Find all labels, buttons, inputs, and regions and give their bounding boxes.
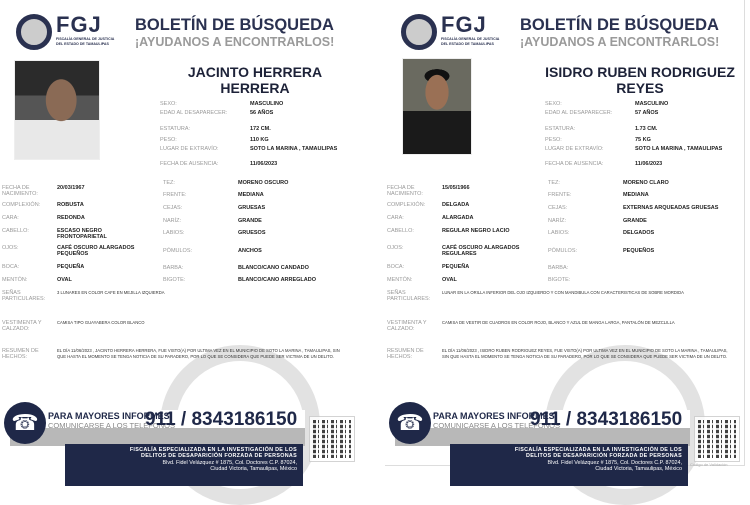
phone-icon: ☎ — [389, 402, 431, 444]
field-value: 20/03/1967 — [57, 185, 85, 191]
field-label: CEJAS: — [548, 205, 568, 211]
field-value: EL DÍA 11/06/2023 , JACINTO HERRERA HERRERA, FUE VISTO(A) POR ULTIMA VEZ EN EL MUNICIPIO DE SOTO LA MARINA , TAMAULIPAS, SIN QUE HASTA EL MOMENTO SE TENGA NOTICIA DE SU PARADERO, POR LO QUE SE CONSIDERA QUE PUEDE SER VICTIMA DE UN DELITO. — [57, 348, 340, 359]
field-value: GRANDE — [238, 218, 262, 224]
field-label: CARA: — [387, 215, 404, 221]
bulletin-title: BOLETÍN DE BÚSQUEDA — [520, 16, 719, 34]
search-bulletin — [0, 0, 360, 486]
field-value: PEQUEÑOS — [623, 248, 655, 254]
person-name-line1: JACINTO HERRERA — [187, 64, 323, 80]
field-label: FRENTE: — [548, 192, 572, 198]
field-label: OJOS: — [2, 245, 19, 251]
field-label: EDAD AL DESAPARECER: — [160, 110, 228, 116]
field-value: 1.73 CM. — [635, 126, 658, 132]
address2: Ciudad Victoria, Tamaulipas, México — [210, 466, 297, 473]
field-value: GRUESAS — [238, 205, 266, 211]
field-value: 11/06/2023 — [635, 161, 663, 167]
field-label: FECHA DE NACIMIENTO: — [2, 185, 38, 197]
field-value: OVAL — [57, 277, 72, 283]
field-label: RESUMEN DE HECHOS: — [387, 348, 424, 360]
field-value: GRUESOS — [238, 230, 266, 236]
field-label: FECHA DE AUSENCIA: — [160, 161, 219, 167]
fgj-logo-icon — [401, 14, 437, 50]
person-photo — [402, 58, 472, 155]
logo-text: FGJ — [441, 12, 487, 37]
logo-subtext: FISCALÍA GENERAL DE JUSTICIA DEL ESTADO DE TAMAULIPAS — [56, 37, 115, 46]
office-line1: FISCALÍA ESPECIALIZADA EN LA INVESTIGACIÓN DE LOS — [514, 447, 682, 453]
field-value: PEQUEÑA — [442, 264, 470, 270]
office-box — [450, 444, 688, 486]
field-label: MENTÓN: — [387, 277, 413, 283]
field-label: CABELLO: — [387, 228, 414, 234]
field-label: TEZ: — [548, 180, 560, 186]
field-label: RESUMEN DE HECHOS: — [2, 348, 39, 360]
field-value: EXTERNAS ARQUEADAS GRUESAS — [623, 205, 719, 211]
address2: Ciudad Victoria, Tamaulipas, México — [595, 466, 682, 473]
office-box — [65, 444, 303, 486]
person-name-line2: REYES — [616, 80, 664, 96]
address1: Blvd. Fidel Velázquez # 1875, Col. Doctores C.P. 87024, — [162, 459, 297, 466]
bulletin-subtitle: ¡AYUDANOS A ENCONTRARLOS! — [520, 35, 720, 49]
field-value: BLANCO/CANO CANDADO — [238, 265, 309, 271]
field-label: FRENTE: — [163, 192, 187, 198]
field-label: PÓMULOS: — [548, 248, 578, 254]
field-value: LUNAR EN LA ORILLA INFERIOR DEL OJO IZQUIERDO Y CON MANDIBULA CON CARACTERISTICAS DE SOBRE MORDIDA — [442, 290, 684, 295]
field-label: SEÑAS PARTICULARES: — [387, 290, 431, 302]
person-photo — [14, 60, 100, 160]
field-value: MORENO CLARO — [623, 180, 669, 186]
field-label: LUGAR DE EXTRAVÍO: — [545, 146, 604, 152]
field-value: PEQUEÑA — [57, 264, 85, 270]
field-label: BIGOTE: — [548, 277, 571, 283]
field-value: REGULAR NEGRO LACIO — [442, 228, 510, 234]
logo-subtext: FISCALÍA GENERAL DE JUSTICIA DEL ESTADO DE TAMAULIPAS — [441, 37, 500, 46]
field-value: 172 CM. — [250, 126, 271, 132]
field-label: VESTIMENTA Y CALZADO: — [387, 320, 427, 332]
qr-code-icon — [695, 417, 739, 461]
field-label: LABIOS: — [548, 230, 570, 236]
field-label: NARÍZ: — [163, 218, 182, 224]
field-label: BOCA: — [2, 264, 20, 270]
field-label: BIGOTE: — [163, 277, 186, 283]
field-label: NARÍZ: — [548, 218, 567, 224]
field-value: 110 KG — [250, 137, 269, 143]
field-label: SEXO: — [545, 101, 562, 107]
field-label: BARBA: — [548, 265, 569, 271]
field-value: ANCHOS — [238, 248, 262, 254]
bulletin-subtitle: ¡AYUDANOS A ENCONTRARLOS! — [135, 35, 335, 49]
field-label: SEXO: — [160, 101, 177, 107]
field-label: TEZ: — [163, 180, 175, 186]
person-name-line2: HERRERA — [220, 80, 290, 96]
address1: Blvd. Fidel Velázquez # 1875, Col. Doctores C.P. 87024, — [547, 459, 682, 466]
person-name-line1: ISIDRO RUBEN RODRIGUEZ — [545, 64, 735, 80]
phone-number: 911 / 8343186150 — [530, 409, 683, 430]
field-label: CEJAS: — [163, 205, 183, 211]
field-value: 3 LUNARES EN COLOR CAFE EN MEJILLA IZQUIERDA — [57, 290, 165, 295]
phone-icon: ☎ — [4, 402, 46, 444]
field-value: 56 AÑOS — [250, 110, 274, 116]
field-value: CAFÉ OSCURO ALARGADOS PEQUEÑOS — [57, 245, 135, 257]
field-label: VESTIMENTA Y CALZADO: — [2, 320, 42, 332]
field-value: SOTO LA MARINA , TAMAULIPAS — [250, 146, 338, 152]
field-value: 75 KG — [635, 137, 651, 143]
field-value: 15/05/1966 — [442, 185, 470, 191]
field-value: EL DÍA 11/06/2023 , ISIDRO RUBEN RODRIGUEZ REYES, FUE VISTO(A) POR ULTIMA VEZ EN EL MUNICIPIO DE SOTO LA MARINA , TAMAULIPAS, SIN QUE HASTA EL MOMENTO SE TENGA NOTICIA DE SU PARADERO, POR LO QUE SE CONSIDERA QUE PUEDE SER VICTIMA DE UN DELITO. — [442, 348, 728, 359]
qr-caption: Código de Validación — [690, 462, 728, 467]
info-line1: PARA MAYORES INFORMES, — [48, 411, 173, 421]
field-label: PESO: — [160, 137, 177, 143]
field-label: CABELLO: — [2, 228, 29, 234]
office-line2: DELITOS DE DESAPARICIÓN FORZADA DE PERSONAS — [526, 453, 682, 460]
field-value: REDONDA — [57, 215, 85, 221]
field-value: OVAL — [442, 277, 457, 283]
field-value: CAMISA DE VESTIR DE CUADROS EN COLOR ROJO, BLANCO Y AZUL DE MANGA LARGA, PANTALÓN DE MEZCLILLA — [442, 320, 675, 325]
field-value: SOTO LA MARINA , TAMAULIPAS — [635, 146, 723, 152]
field-label: CARA: — [2, 215, 19, 221]
qr-code-icon — [310, 417, 354, 461]
field-value: MASCULINO — [250, 101, 284, 107]
field-label: SEÑAS PARTICULARES: — [2, 290, 46, 302]
field-value: ALARGADA — [442, 215, 474, 221]
field-label: BOCA: — [387, 264, 405, 270]
field-value: ESCASO NEGRO FRONTOPARIETAL — [57, 228, 107, 240]
field-value: DELGADA — [442, 202, 470, 208]
field-value: BLANCO/CANO ARREGLADO — [238, 277, 317, 283]
info-line1: PARA MAYORES INFORMES, — [433, 411, 558, 421]
phone-number: 911 / 8343186150 — [145, 409, 298, 430]
field-value: 11/06/2023 — [250, 161, 278, 167]
field-value: DELGADOS — [623, 230, 655, 236]
field-value: CAMISA TIPO GUAYABERA COLOR BLANCO — [57, 320, 145, 325]
field-value: MORENO OSCURO — [238, 180, 289, 186]
field-label: BARBA: — [163, 265, 184, 271]
field-label: COMPLEXIÓN: — [387, 202, 426, 208]
info-line2: COMUNICARSE A LOS TELÉFONOS — [48, 421, 175, 430]
info-line2: COMUNICARSE A LOS TELÉFONOS — [433, 421, 560, 430]
field-value: GRANDE — [623, 218, 647, 224]
field-value: MEDIANA — [623, 192, 649, 198]
field-value: MASCULINO — [635, 101, 669, 107]
field-label: EDAD AL DESAPARECER: — [545, 110, 613, 116]
field-label: FECHA DE NACIMIENTO: — [387, 185, 423, 197]
field-label: FECHA DE AUSENCIA: — [545, 161, 604, 167]
field-label: COMPLEXIÓN: — [2, 202, 41, 208]
office-line1: FISCALÍA ESPECIALIZADA EN LA INVESTIGACIÓN DE LOS — [129, 447, 297, 453]
search-bulletin — [385, 0, 745, 473]
field-value: CAFÉ OSCURO ALARGADOS REGULARES — [442, 245, 520, 257]
field-label: LABIOS: — [163, 230, 185, 236]
field-value: MEDIANA — [238, 192, 264, 198]
field-value: ROBUSTA — [57, 202, 84, 208]
bulletin-title: BOLETÍN DE BÚSQUEDA — [135, 16, 334, 34]
field-label: ESTATURA: — [545, 126, 576, 132]
field-label: MENTÓN: — [2, 277, 28, 283]
field-label: ESTATURA: — [160, 126, 191, 132]
logo-text: FGJ — [56, 12, 102, 37]
fgj-logo-icon — [16, 14, 52, 50]
field-label: PÓMULOS: — [163, 248, 193, 254]
field-label: OJOS: — [387, 245, 404, 251]
field-label: PESO: — [545, 137, 562, 143]
field-label: LUGAR DE EXTRAVÍO: — [160, 146, 219, 152]
office-line2: DELITOS DE DESAPARICIÓN FORZADA DE PERSONAS — [141, 453, 297, 460]
field-value: 57 AÑOS — [635, 110, 659, 116]
